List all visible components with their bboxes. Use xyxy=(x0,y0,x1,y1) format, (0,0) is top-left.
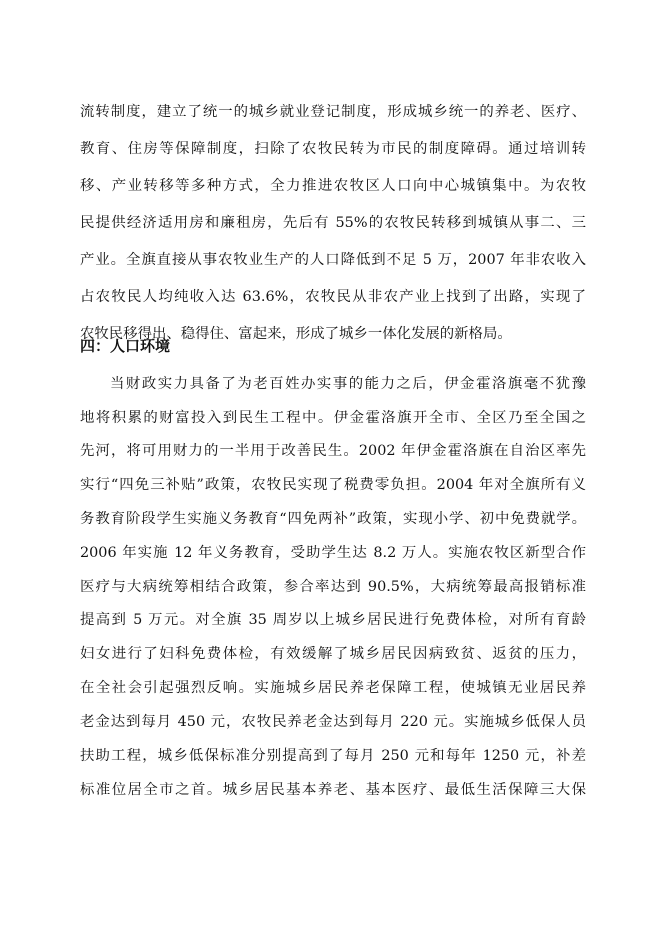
paragraph-line: 产业。全旗直接从事农牧业生产的人口降低到不足 5 万，2007 年非农收入 xyxy=(80,252,586,268)
paragraph-line: 当财政实力具备了为老百姓办实事的能力之后，伊金霍洛旗毫不犹豫 xyxy=(110,376,586,392)
paragraph-line: 老金达到每月 450 元，农牧民养老金达到每月 220 元。实施城乡低保人员 xyxy=(80,714,586,730)
paragraph-line: 移、产业转移等多种方式，全力推进农牧区人口向中心城镇集中。为农牧 xyxy=(80,178,586,194)
paragraph-line: 务教育阶段学生实施义务教育“四免两补”政策，实现小学、初中免费就学。 xyxy=(80,511,586,527)
paragraph-line: 2006 年实施 12 年义务教育，受助学生达 8.2 万人。实施农牧区新型合作 xyxy=(80,545,586,561)
paragraph-line: 在全社会引起强烈反响。实施城乡居民养老保障工程，使城镇无业居民养 xyxy=(80,680,586,696)
paragraph-line: 妇女进行了妇科免费体检，有效缓解了城乡居民因病致贫、返贫的压力， xyxy=(80,646,586,662)
paragraph-line: 实行“四免三补贴”政策，农牧民实现了税费零负担。2004 年对全旗所有义 xyxy=(80,477,586,493)
section-heading xyxy=(80,336,170,356)
paragraph-line: 民提供经济适用房和廉租房，先后有 55%的农牧民转移到城镇从事二、三 xyxy=(80,215,586,231)
paragraph-line: 占农牧民人均纯收入达 63.6%，农牧民从非农产业上找到了出路，实现了 xyxy=(80,289,586,305)
paragraph-line: 医疗与大病统筹相结合政策，参合率达到 90.5%，大病统筹最高报销标准 xyxy=(80,579,586,595)
paragraph-line: 标准位居全市之首。城乡居民基本养老、基本医疗、最低生活保障三大保 xyxy=(80,782,586,798)
paragraph-line: 地将积累的财富投入到民生工程中。伊金霍洛旗开全市、全区乃至全国之 xyxy=(80,410,586,426)
paragraph-line: 提高到 5 万元。对全旗 35 周岁以上城乡居民进行免费体检，对所有育龄 xyxy=(80,612,586,628)
paragraph-line: 农牧民移得出、稳得住、富起来，形成了城乡一体化发展的新格局。 xyxy=(80,326,512,342)
paragraph-line: 扶助工程，城乡低保标准分别提高到了每月 250 元和每年 1250 元，补差 xyxy=(80,748,586,764)
paragraph-line: 教育、住房等保障制度，扫除了农牧民转为市民的制度障碍。通过培训转 xyxy=(80,141,586,157)
paragraph-line: 先河，将可用财力的一半用于改善民生。2002 年伊金霍洛旗在自治区率先 xyxy=(80,443,586,459)
paragraph-line: 流转制度，建立了统一的城乡就业登记制度，形成城乡统一的养老、医疗、 xyxy=(80,104,586,120)
section-heading-text: 四：人口环境 xyxy=(80,337,171,355)
